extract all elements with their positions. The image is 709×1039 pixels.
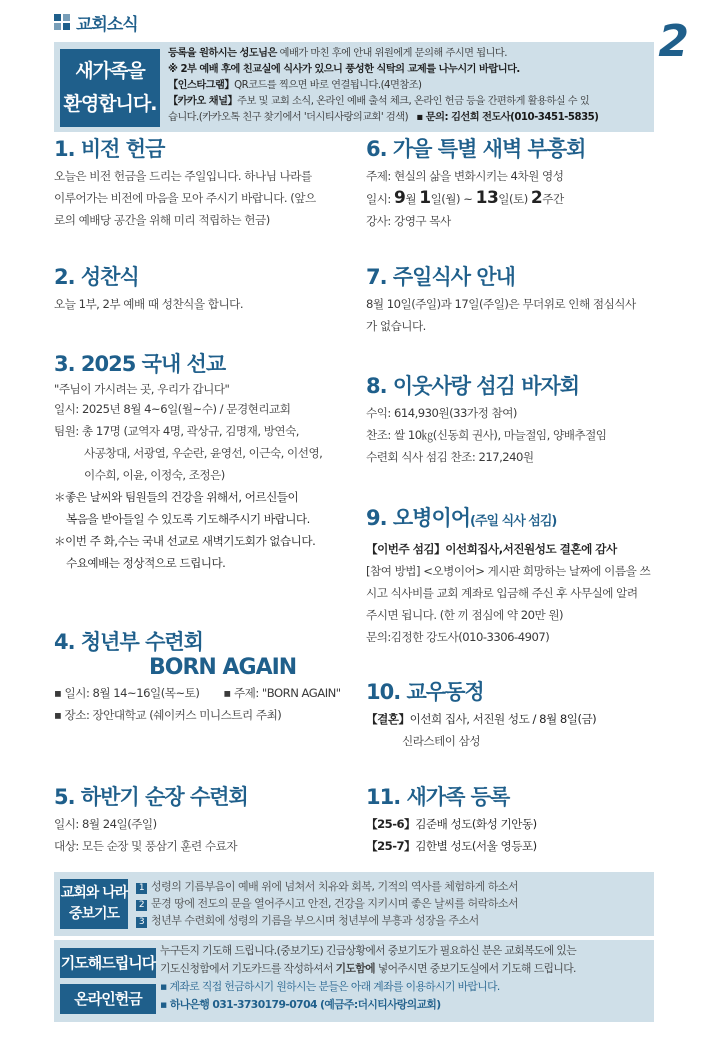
section-youth-retreat (54, 630, 354, 726)
section-line: 오늘 1부, 2부 예배 때 성찬식을 합니다. (54, 297, 244, 311)
section-line: 강사: 강영구 목사 (366, 214, 451, 228)
page-title: 교회소식 (76, 15, 138, 35)
section-line: 【25-6】김준배 성도(화성 기안동) (366, 817, 537, 831)
bottom-line: 누구든지 기도해 드립니다.(중보기도) 긴급상황에서 중보기도가 필요하신 분은 교회복도에 있는 (160, 944, 577, 957)
section-leader-retreat (54, 785, 354, 857)
welcome-badge (60, 49, 160, 127)
section-title: 11. 새가족 등록 (366, 785, 510, 809)
section-title: 10. 교우동정 (366, 680, 484, 704)
prayer-item: 2 문경 땅에 전도의 문을 열어주시고 안전, 건강을 지키시며 좋은 날씨를 허락하소서 (136, 895, 648, 912)
section-vision-offering (54, 137, 354, 231)
section-line: 이수희, 이윤, 이정숙, 조정은) (84, 468, 225, 482)
section-new-members (366, 785, 666, 857)
section-line: ▪ 주제: "BORN AGAIN" (223, 682, 340, 704)
section-line: 일시: 8월 24일(주일) (54, 817, 157, 831)
prayer-badge: 교회와 나라 중보기도 (60, 879, 128, 929)
section-line: ▪ 장소: 장안대학교 (쉐이커스 미니스트리 주최) (54, 704, 354, 726)
bank-account: ▪ 하나은행 031-3730179-0704 (예금주:더시티사랑의교회) (160, 998, 441, 1011)
section-line: ＊이번 주 화,수는 국내 선교로 새벽기도회가 없습니다. (54, 534, 316, 548)
welcome-badge-line1: 새가족을 (75, 60, 145, 82)
section-bazaar (366, 374, 666, 468)
welcome-line3-bold: 【인스타그램】 (168, 80, 235, 91)
section-subtitle: BORN AGAIN (149, 655, 297, 680)
header-logo-icon (54, 14, 70, 30)
section-line: 시고 식사비를 교회 계좌로 입금해 주신 후 사무실에 알려 (366, 586, 638, 600)
section-line: "주님이 가시려는 곳, 우리가 갑니다" (54, 382, 230, 396)
section-title: 4. 청년부 수련회 (54, 630, 203, 654)
bottom-line: 기도신청함에서 기도카드를 작성하셔서 기도함에 넣어주시면 중보기도실에서 기도해 드립니다. (160, 962, 576, 975)
section-title: 5. 하반기 순장 수련회 (54, 785, 248, 809)
section-line: 가 없습니다. (366, 319, 426, 333)
welcome-text (168, 46, 648, 126)
section-line: 사공창대, 서광열, 우순란, 윤영선, 이근숙, 이선영, (84, 446, 323, 460)
section-line: [참여 방법] <오병이어> 게시판 희망하는 날짜에 이름을 쓰 (366, 564, 651, 578)
section-line: 오늘은 비전 헌금을 드리는 주일입니다. 하나님 나라를 (54, 169, 312, 183)
section-line: ＊좋은 날씨와 팀원들의 건강을 위해서, 어르신들이 (54, 490, 299, 504)
welcome-line4: 주보 및 교회 소식, 온라인 예배 출석 체크, 온라인 헌금 등을 간편하게 활용하실 수 있 (237, 96, 590, 107)
welcome-line2: ※ 2부 예배 후에 친교실에 식사가 있으니 풍성한 식탁의 교제를 나누시기 바랍니다. (168, 64, 520, 75)
online-offering-badge: 온라인헌금 (60, 984, 156, 1014)
section-line: 찬조: 쌀 10㎏(신동희 권사), 마늘절임, 양배추절임 (366, 428, 607, 442)
welcome-line5: 습니다.(카카오톡 친구 찾기에서 '더시티사랑의교회' 검색) (168, 112, 409, 123)
section-line: 8월 10일(주일)과 17일(주일)은 무더위로 인해 점심식사 (366, 297, 636, 311)
section-line: 수익: 614,930원(33가정 참여) (366, 406, 517, 420)
page-number: 2 (658, 16, 689, 67)
welcome-contact: ▪ 문의: 김선희 전도사(010-3451-5835) (416, 112, 599, 123)
prayer-list (136, 878, 648, 929)
section-line: 【이번주 섬김】이선희집사,서진원성도 결혼에 감사 (366, 542, 617, 556)
section-line: 로의 예배당 공간을 위해 미리 적립하는 헌금) (54, 213, 270, 227)
welcome-line1: 예배가 마친 후에 안내 위원에게 문의해 주시면 됩니다. (276, 48, 508, 59)
section-line: 일시: 2025년 8월 4~6일(월~수) / 문경현리교회 (54, 402, 291, 416)
section-communion (54, 265, 354, 315)
section-lunch-notice (366, 265, 666, 337)
section-title: 9. 오병이어(주일 식사 섬김) (366, 506, 557, 530)
section-title: 3. 2025 국내 선교 (54, 352, 226, 376)
welcome-line1-bold: 등록을 원하시는 성도님은 (168, 48, 277, 59)
bottom-line: ▪ 계좌로 직접 헌금하시기 원하시는 분들은 아래 계좌를 이용하시기 바랍니다. (160, 980, 500, 993)
welcome-badge-line2: 환영합니다. (63, 93, 157, 115)
section-title: 2. 성찬식 (54, 265, 139, 289)
section-line: 주시면 됩니다. (한 끼 점심에 약 20만 원) (366, 608, 564, 622)
section-member-news (366, 680, 666, 752)
section-title: 6. 가을 특별 새벽 부흥회 (366, 137, 586, 161)
section-revival-meeting (366, 137, 666, 232)
prayer-item: 3 청년부 수련회에 성령의 기름을 부으시며 청년부에 부흥과 성장을 주소서 (136, 912, 648, 929)
welcome-box (54, 42, 654, 132)
section-line: 주제: 현실의 삶을 변화시키는 4차원 영성 (366, 169, 564, 183)
section-line: ▪ 일시: 8월 14~16일(목~토) (54, 682, 199, 704)
section-line: 【25-7】김한별 성도(서울 영등포) (366, 839, 537, 853)
prayer-request-badge: 기도해드립니다 (60, 948, 156, 978)
section-title: 8. 이웃사랑 섬김 바자회 (366, 374, 580, 398)
section-line: 일시: 9월 1일(월) ~ 13일(토) 2주간 (366, 188, 564, 208)
prayer-box (54, 872, 654, 936)
section-line: 이루어가는 비전에 마음을 모아 주시기 바랍니다. (앞으 (54, 191, 316, 205)
section-title: 1. 비전 헌금 (54, 137, 165, 161)
bottom-text (160, 942, 648, 1014)
section-domestic-mission (54, 352, 354, 574)
section-line: 신라스테이 삼성 (402, 734, 481, 748)
section-line: 복음을 받아들일 수 있도록 기도해주시기 바랍니다. (66, 512, 310, 526)
section-line: 수요예배는 정상적으로 드립니다. (66, 556, 226, 570)
section-line: 【결혼】이선희 집사, 서진원 성도 / 8월 8일(금) (366, 712, 597, 726)
section-line: 수련회 식사 섬김 찬조: 217,240원 (366, 450, 534, 464)
welcome-line3: QR코드를 찍으면 바로 연결됩니다.(4면참조) (234, 80, 422, 91)
section-five-loaves (366, 506, 666, 648)
section-line: 팀원: 총 17명 (교역자 4명, 곽상규, 김명재, 방연숙, (54, 424, 299, 438)
prayer-item: 1 성령의 기름부음이 예배 위에 넘쳐서 치유와 회복, 기적의 역사를 체험하게 하소서 (136, 878, 648, 895)
section-title: 7. 주일식사 안내 (366, 265, 515, 289)
section-line: 문의:김정한 강도사(010-3306-4907) (366, 630, 550, 644)
prayer-offering-box (54, 940, 654, 1022)
section-line: 대상: 모든 순장 및 풍삼기 훈련 수료자 (54, 839, 238, 853)
welcome-line4-bold: 【카카오 채널】 (168, 96, 238, 107)
